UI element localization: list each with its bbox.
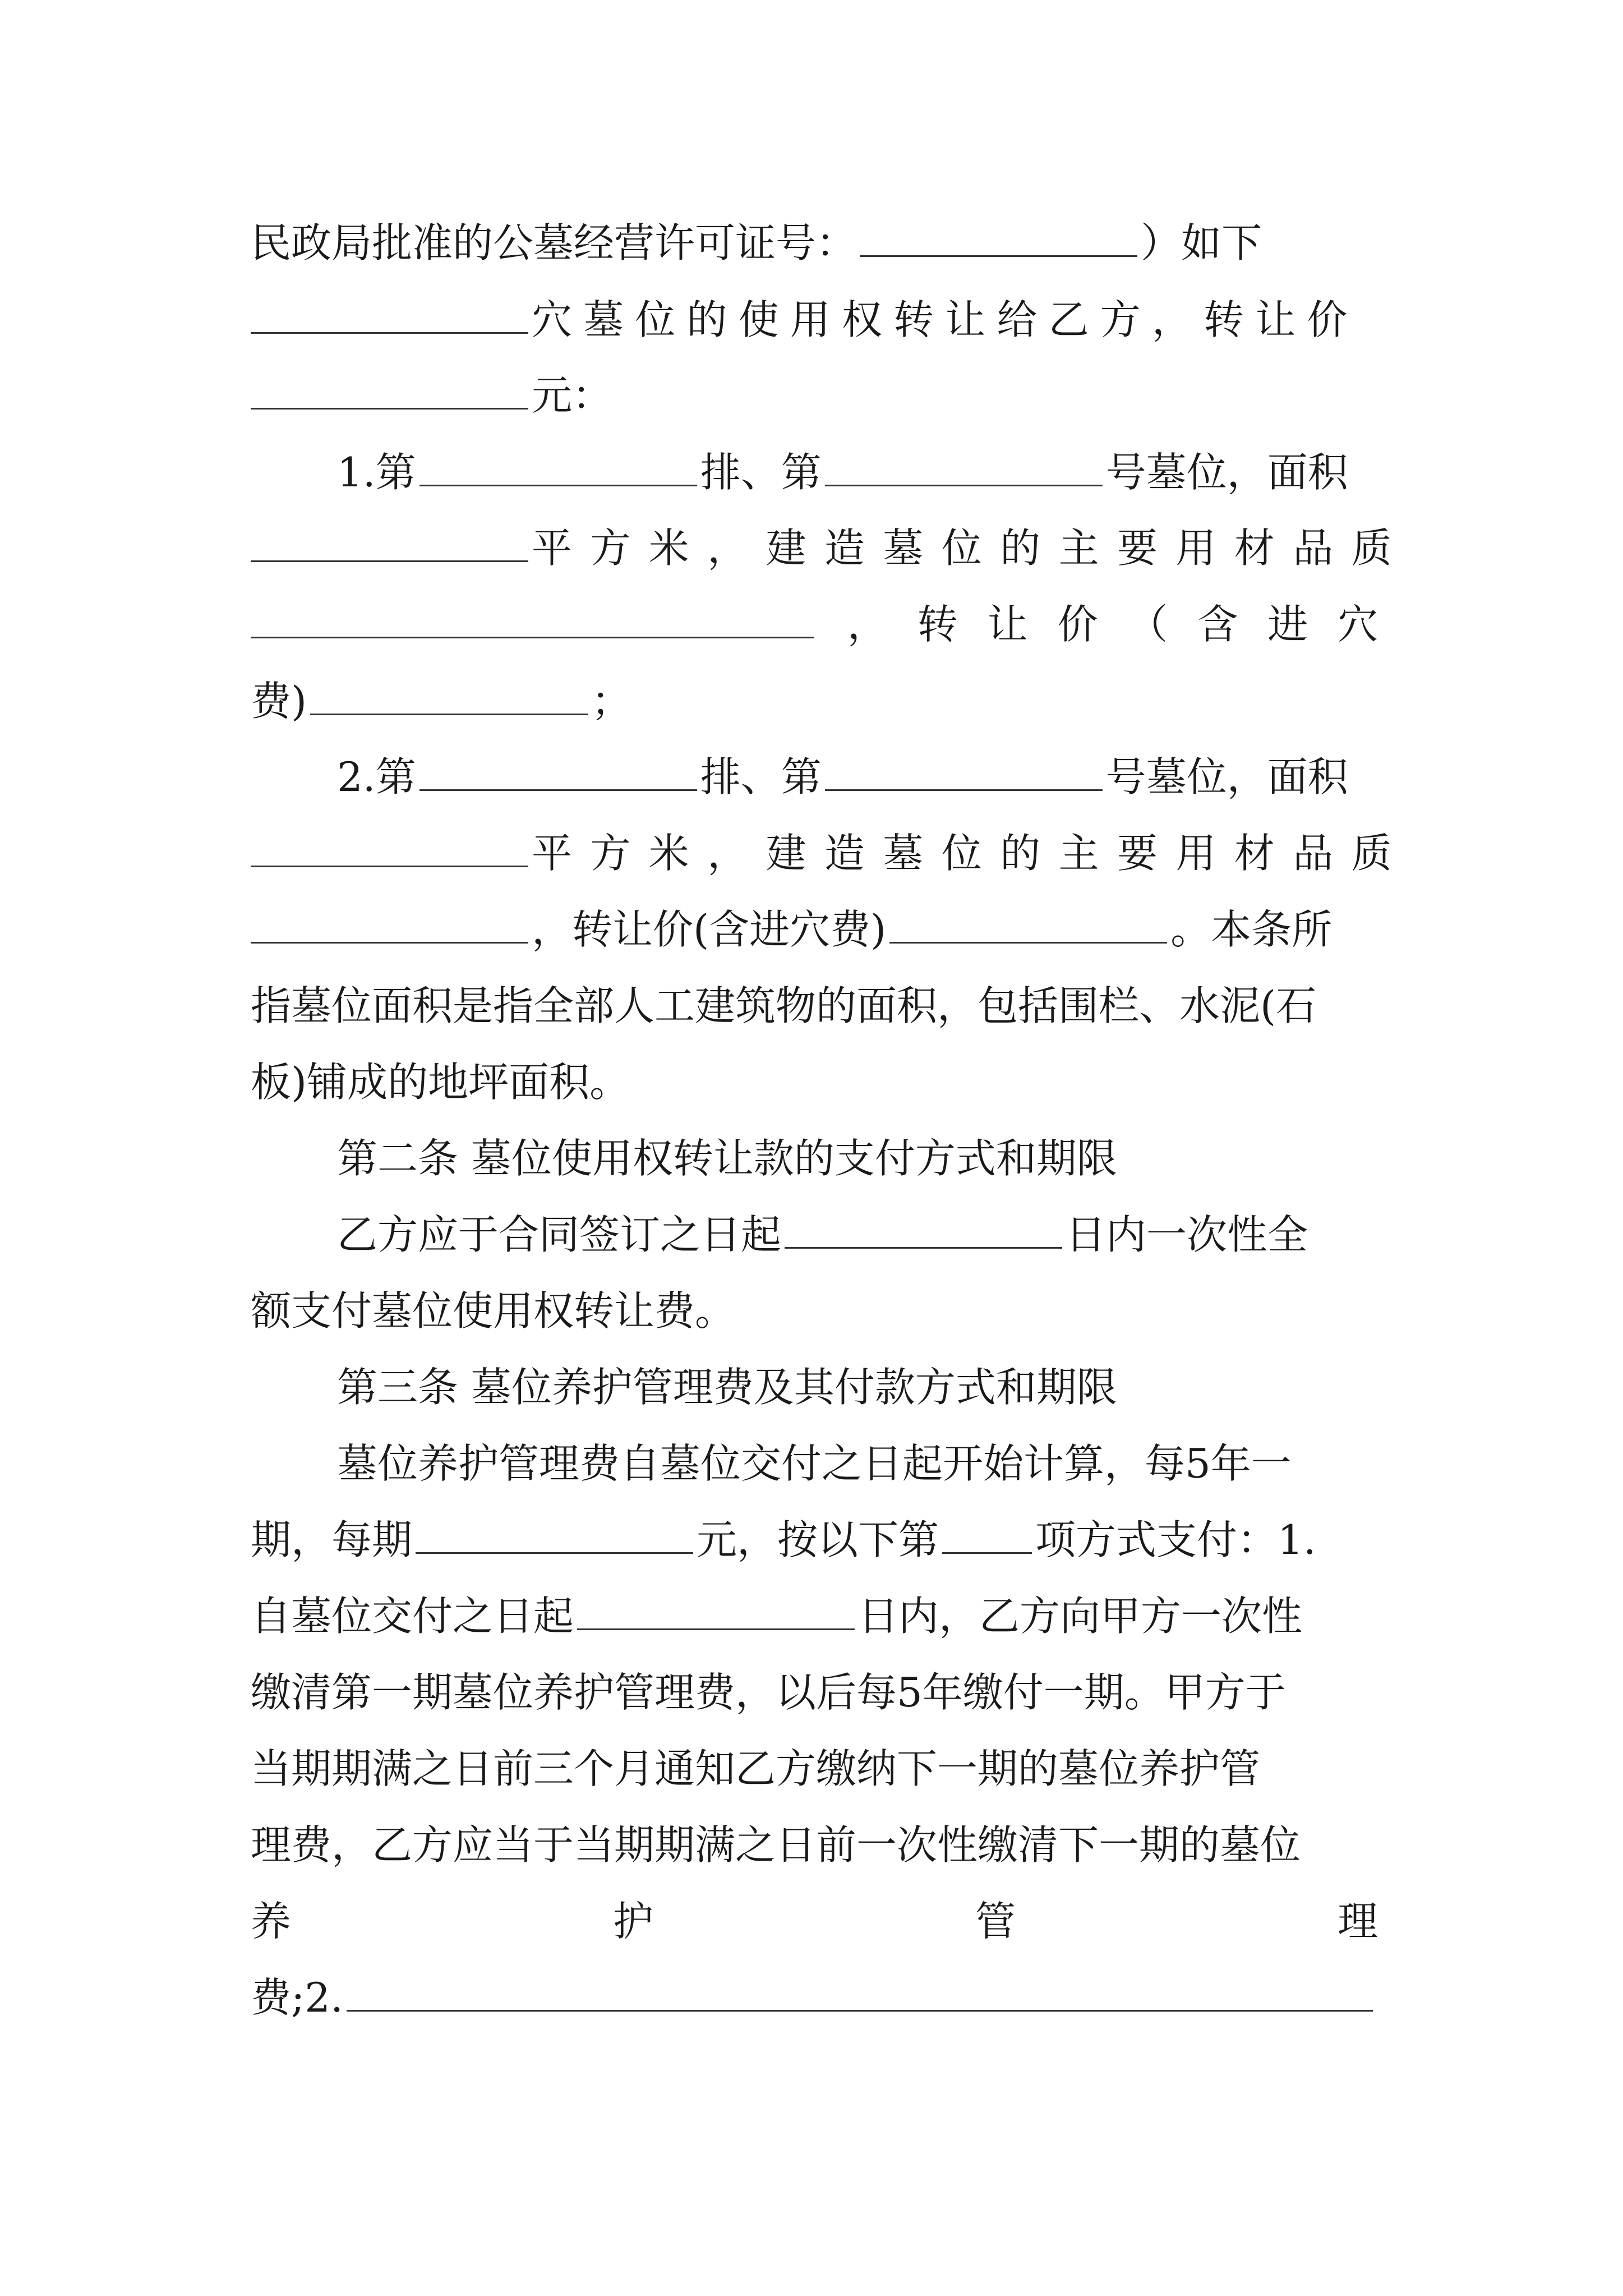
fill-blank	[251, 298, 528, 334]
text-line-11	[251, 975, 1378, 1037]
fill-blank	[825, 451, 1103, 486]
text-segment: 排、第	[700, 753, 822, 800]
fill-blank	[889, 908, 1167, 944]
fill-blank	[251, 603, 814, 638]
text-segment: 理费，乙方应当于当期期满之日前一次性缴清下一期的墓位	[251, 1821, 1301, 1869]
text-line-8	[337, 746, 1378, 808]
text-segment: 排、第	[700, 449, 822, 496]
text-segment: 管	[975, 1898, 1016, 1945]
text-segment: 让	[987, 601, 1028, 648]
text-segment: 号墓位，面积	[1105, 753, 1348, 800]
text-segment: 元：	[532, 372, 613, 419]
text-line-23	[251, 1890, 1378, 1952]
text-segment: 当期期满之日前三个月通知乙方缴纳下一期的墓位养护管	[251, 1745, 1261, 1792]
fill-blank	[825, 756, 1103, 791]
fill-blank	[419, 756, 697, 791]
text-segment: 缴清第一期墓位养护管理费，以后每5年缴付一期。甲方于	[251, 1669, 1286, 1716]
text-line-22	[251, 1814, 1378, 1876]
text-segment: 平方米，建造墓位的主要用材品质	[532, 830, 1410, 877]
text-line-12	[251, 1051, 1378, 1113]
text-segment: 指墓位面积是指全部人工建筑物的面积，包括围栏、水泥(石	[251, 982, 1317, 1029]
text-segment: 穴墓位的使用权转让给乙方，转让价	[532, 296, 1359, 343]
text-segment: 1.第	[337, 449, 416, 496]
text-segment: ，转让价(含进穴费)	[532, 906, 887, 953]
text-segment: 乙方应于合同签订之日起	[337, 1211, 782, 1258]
text-line-1	[251, 212, 1378, 274]
text-segment: 元，按以下第	[697, 1516, 939, 1563]
fill-blank	[347, 1976, 1373, 2012]
text-segment: 日内，乙方向甲方一次性	[858, 1593, 1303, 1640]
text-segment: 期，每期	[251, 1516, 413, 1563]
text-segment: 自墓位交付之日起	[251, 1593, 574, 1640]
text-segment: 日内一次性全	[1066, 1211, 1308, 1258]
fill-blank	[942, 1519, 1032, 1554]
fill-blank	[416, 1519, 693, 1554]
text-line-4	[337, 441, 1378, 503]
text-segment: 项方式支付：1.	[1035, 1516, 1316, 1563]
text-line-20	[251, 1662, 1378, 1723]
text-segment: ）如下	[1141, 219, 1262, 266]
fill-blank	[860, 222, 1137, 257]
fill-blank	[251, 832, 528, 867]
text-line-5	[251, 517, 1410, 579]
text-segment: 墓位养护管理费自墓位交付之日起开始计算，每5年一	[337, 1440, 1292, 1487]
text-line-10	[251, 899, 1378, 960]
text-segment: （	[1127, 601, 1168, 648]
fill-blank	[577, 1595, 855, 1630]
text-line-14	[337, 1204, 1378, 1266]
text-segment: ；	[591, 678, 632, 725]
section-heading-2	[337, 1128, 1378, 1189]
text-segment: 。本条所	[1170, 906, 1332, 953]
text-segment: 板)铺成的地坪面积。	[251, 1059, 630, 1106]
text-segment: 含	[1197, 601, 1238, 648]
text-segment: 理	[1337, 1898, 1378, 1945]
text-line-3	[251, 365, 1378, 426]
text-segment: 额支付墓位使用权转让费。	[251, 1287, 736, 1335]
text-line-9	[251, 822, 1410, 884]
text-line-6	[251, 593, 1378, 655]
text-line-18	[251, 1509, 1378, 1571]
text-segment: 第二条 墓位使用权转让款的支付方式和期限	[337, 1135, 1117, 1182]
text-segment: 民政局批准的公墓经营许可证号：	[251, 219, 857, 266]
text-segment: 穴	[1337, 601, 1378, 648]
fill-blank	[251, 374, 528, 409]
text-line-7	[251, 670, 1378, 732]
text-segment: 第三条 墓位养护管理费及其付款方式和期限	[337, 1364, 1117, 1411]
text-segment: 平方米，建造墓位的主要用材品质	[532, 524, 1410, 572]
text-line-24	[251, 1967, 1378, 2028]
text-segment: 进	[1267, 601, 1308, 648]
text-line-19	[251, 1585, 1378, 1647]
fill-blank	[251, 908, 528, 944]
text-segment: 养	[251, 1898, 292, 1945]
fill-blank	[251, 527, 528, 562]
text-line-17	[337, 1433, 1378, 1494]
text-segment: 费;2.	[251, 1974, 343, 2021]
text-segment: ，	[847, 601, 888, 648]
fill-blank	[785, 1213, 1062, 1249]
text-segment: 转	[917, 601, 958, 648]
text-line-21	[251, 1738, 1378, 1800]
text-segment: 号墓位，面积	[1105, 449, 1348, 496]
text-line-15	[251, 1280, 1378, 1342]
text-segment: 2.第	[337, 753, 416, 800]
text-segment: 价	[1057, 601, 1098, 648]
text-segment: 护	[612, 1898, 653, 1945]
text-line-2	[251, 289, 1378, 351]
text-segment: 费)	[251, 678, 307, 725]
fill-blank	[310, 680, 588, 715]
section-heading-3	[337, 1356, 1378, 1418]
fill-blank	[419, 451, 697, 486]
